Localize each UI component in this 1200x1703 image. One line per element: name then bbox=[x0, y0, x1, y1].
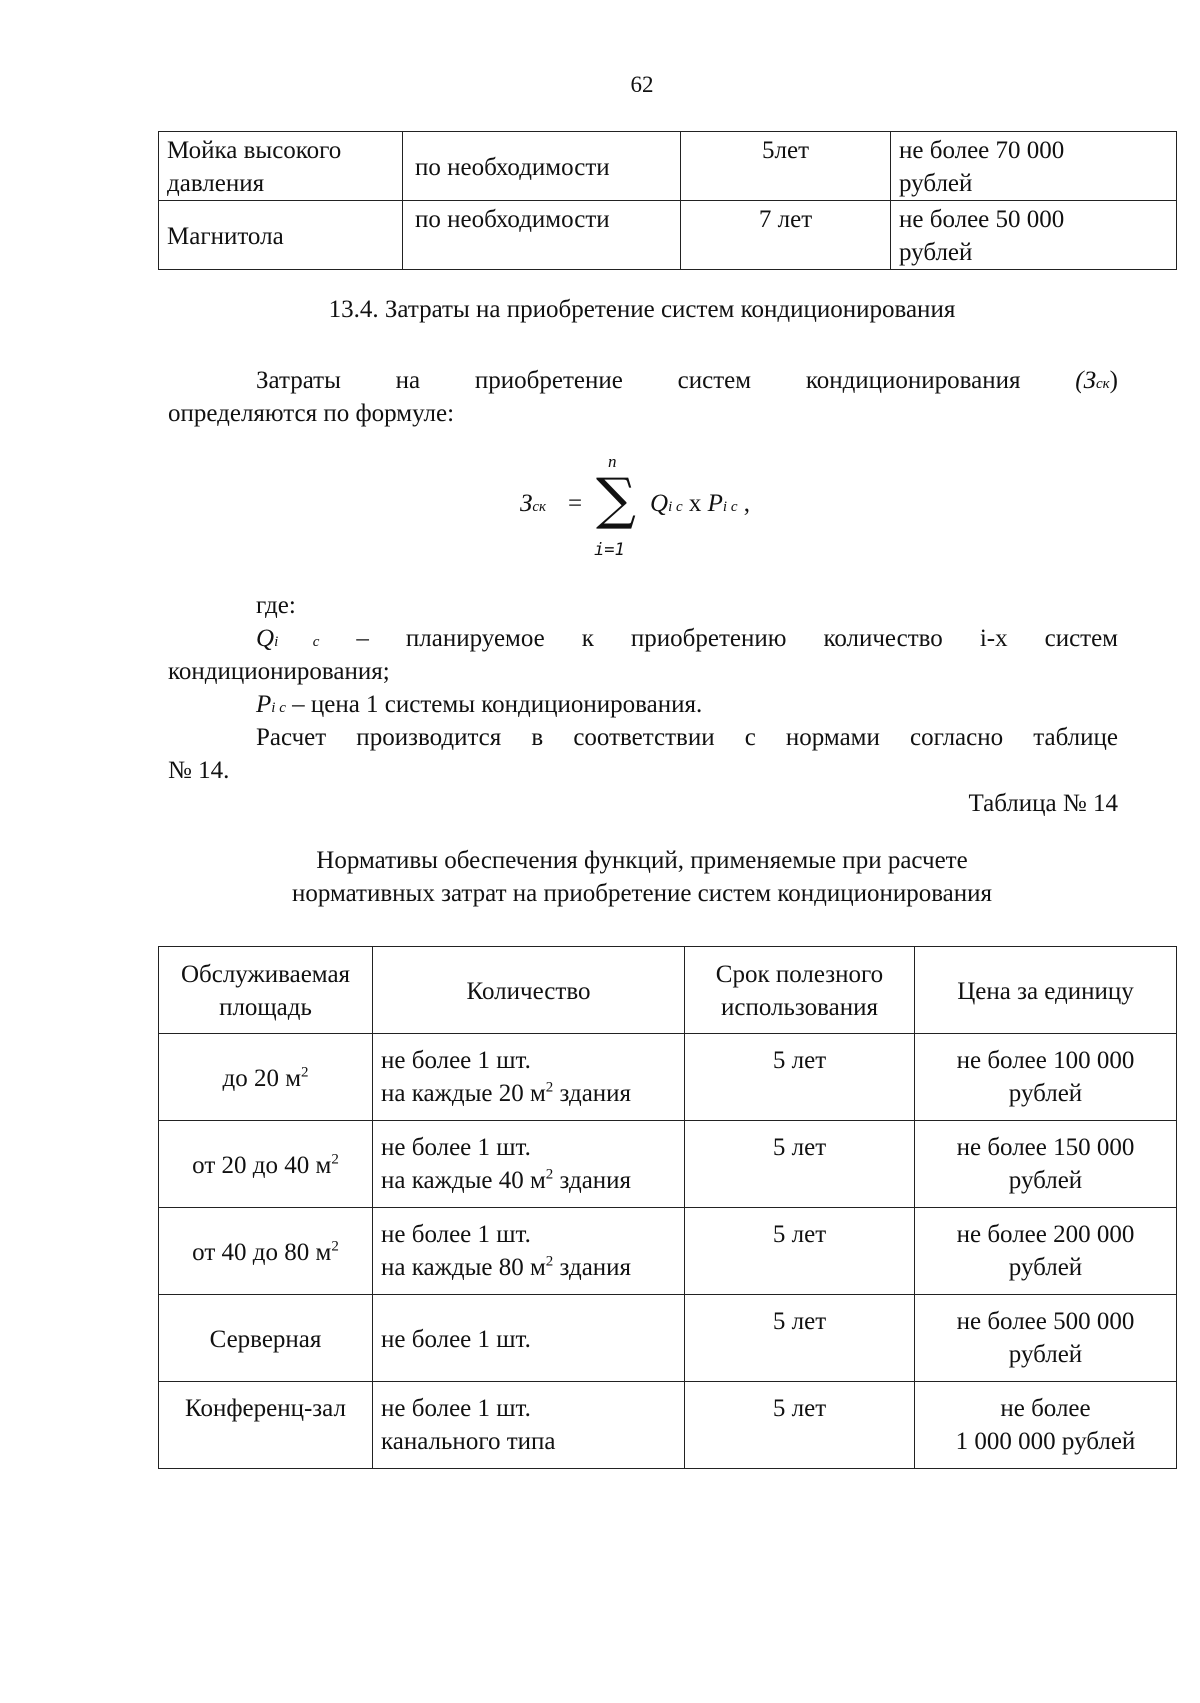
table-header-row bbox=[159, 947, 1177, 1034]
lhs-subscript: ск bbox=[532, 499, 547, 515]
q-symbol: Q bbox=[650, 490, 669, 517]
price-line: не более bbox=[1000, 1395, 1091, 1422]
where-label: где: bbox=[256, 592, 296, 619]
header-cell: Обслуживаемая площадь bbox=[159, 947, 373, 1034]
price-line: 1 000 000 рублей bbox=[955, 1428, 1136, 1455]
price-line: не более 70 000 bbox=[899, 137, 1065, 164]
q-letter: Q bbox=[256, 625, 275, 652]
page-number: 62 bbox=[630, 72, 654, 97]
price-line: не более 100 000 bbox=[956, 1047, 1135, 1074]
price-line: рублей bbox=[1008, 1080, 1083, 1107]
quantity-cell bbox=[373, 1382, 685, 1469]
p-sub: i c bbox=[271, 700, 286, 716]
quantity-text: здания bbox=[553, 1254, 632, 1281]
lhs-symbol: З bbox=[520, 490, 533, 517]
price-cell bbox=[915, 1382, 1177, 1469]
price-line: рублей bbox=[1008, 1254, 1083, 1281]
term-cell: 5 лет bbox=[685, 1208, 915, 1295]
cost-formula bbox=[520, 452, 800, 572]
p-symbol: P bbox=[707, 490, 723, 517]
table-row bbox=[159, 1121, 1177, 1208]
formula-comma: , bbox=[737, 490, 750, 517]
area-cell: Серверная bbox=[159, 1295, 373, 1382]
quantity-line bbox=[381, 1251, 678, 1284]
calc-line-2: № 14. bbox=[168, 757, 230, 784]
sum-lower-limit: i=1 bbox=[594, 540, 625, 560]
header-cell: Цена за единицу bbox=[915, 947, 1177, 1034]
p-letter: P bbox=[256, 691, 272, 718]
area-text: от 20 до 40 м bbox=[192, 1151, 332, 1179]
quantity-cell bbox=[373, 1121, 685, 1208]
equals-sign: = bbox=[568, 490, 583, 517]
def-word: систем bbox=[1044, 625, 1119, 652]
area-text: до 20 м bbox=[222, 1064, 302, 1092]
price-line: рублей bbox=[1008, 1341, 1083, 1368]
area-text: от 40 до 80 м bbox=[192, 1238, 332, 1266]
area-cell bbox=[159, 1121, 373, 1208]
price-line: рублей bbox=[899, 170, 973, 197]
def-q-line-1 bbox=[256, 622, 1118, 659]
def-p-symbol bbox=[256, 691, 286, 718]
item-name-cell: Магнитола bbox=[159, 201, 403, 270]
q-subscript: i c bbox=[668, 499, 683, 515]
def-word: количество bbox=[823, 625, 943, 652]
quantity-sup: 2 bbox=[545, 1079, 554, 1096]
intro-line-2: определяются по формуле: bbox=[168, 400, 455, 427]
def-word: к bbox=[581, 625, 594, 652]
quantity-line: не более 1 шт. bbox=[381, 1047, 531, 1074]
p-subscript: i c bbox=[722, 499, 738, 515]
def-word: планируемое bbox=[405, 625, 545, 652]
quantity-text: на каждые 40 м bbox=[381, 1167, 546, 1194]
price-cell bbox=[915, 1121, 1177, 1208]
area-sup: 2 bbox=[331, 1238, 339, 1255]
quantity-line bbox=[381, 1077, 678, 1110]
quantity-line: канального типа bbox=[381, 1428, 556, 1455]
price-line: рублей bbox=[899, 239, 973, 266]
equipment-table bbox=[158, 131, 1177, 270]
quantity-line: не более 1 шт. bbox=[381, 1395, 531, 1422]
price-cell bbox=[891, 132, 1177, 201]
frequency-cell: по необходимости bbox=[403, 132, 681, 201]
quantity-cell: не более 1 шт. bbox=[373, 1295, 685, 1382]
quantity-cell bbox=[373, 1208, 685, 1295]
calc-line-1: Расчет производится в соответствии с нормами согласно таблице bbox=[256, 724, 1118, 751]
section-heading: 13.4. Затраты на приобретение систем кондиционирования bbox=[328, 296, 956, 323]
intro-word: систем bbox=[677, 367, 752, 394]
def-word: приобретению bbox=[630, 625, 787, 652]
def-p-text: – цена 1 системы кондиционирования. bbox=[285, 691, 703, 718]
quantity-text: на каждые 20 м bbox=[381, 1080, 546, 1107]
times-sign: x bbox=[682, 490, 708, 517]
symbol-close: ) bbox=[1109, 367, 1118, 394]
caption-line: Нормативы обеспечения функций, применяемые при расчете bbox=[316, 847, 968, 874]
term-cell: 5лет bbox=[681, 132, 891, 201]
price-cell bbox=[915, 1208, 1177, 1295]
quantity-line: не более 1 шт. bbox=[381, 1134, 531, 1161]
q-sub: i c bbox=[274, 634, 320, 650]
symbol-subscript: ск bbox=[1095, 376, 1110, 392]
quantity-text: здания bbox=[553, 1167, 632, 1194]
item-name-cell: Мойка высокого давления bbox=[159, 132, 403, 201]
table-row bbox=[159, 1208, 1177, 1295]
price-cell bbox=[915, 1295, 1177, 1382]
formula-rhs bbox=[650, 490, 750, 518]
area-cell bbox=[159, 1034, 373, 1121]
table-caption bbox=[0, 844, 1200, 910]
sum-sign: ∑ bbox=[596, 467, 636, 532]
def-word: – bbox=[356, 625, 369, 652]
quantity-text: здания bbox=[553, 1080, 632, 1107]
quantity-line: не более 1 шт. bbox=[381, 1221, 531, 1248]
header-cell: Количество bbox=[373, 947, 685, 1034]
table-row bbox=[159, 1034, 1177, 1121]
quantity-text: на каждые 80 м bbox=[381, 1254, 546, 1281]
table-row bbox=[159, 201, 1177, 270]
def-word: i-х bbox=[979, 625, 1008, 652]
intro-line-1 bbox=[256, 364, 1118, 401]
symbol-text: (З bbox=[1075, 367, 1096, 394]
price-line: не более 50 000 bbox=[899, 206, 1065, 233]
term-cell: 5 лет bbox=[685, 1295, 915, 1382]
intro-word: кондиционирования bbox=[805, 367, 1021, 394]
area-sup: 2 bbox=[301, 1064, 309, 1081]
quantity-sup: 2 bbox=[545, 1166, 554, 1183]
table-label: Таблица № 14 bbox=[968, 790, 1118, 817]
area-cell: Конференц-зал bbox=[159, 1382, 373, 1469]
area-sup: 2 bbox=[331, 1151, 339, 1168]
table-row bbox=[159, 132, 1177, 201]
table-row bbox=[159, 1382, 1177, 1469]
sum-upper-limit: n bbox=[608, 452, 617, 471]
cost-symbol bbox=[1075, 367, 1118, 394]
area-cell bbox=[159, 1208, 373, 1295]
price-line: не более 150 000 bbox=[956, 1134, 1135, 1161]
quantity-sup: 2 bbox=[545, 1253, 554, 1270]
table-row bbox=[159, 1295, 1177, 1382]
quantity-cell bbox=[373, 1034, 685, 1121]
def-p-line bbox=[256, 688, 702, 725]
def-q-symbol bbox=[256, 625, 319, 652]
term-cell: 7 лет bbox=[681, 201, 891, 270]
term-cell: 5 лет bbox=[685, 1121, 915, 1208]
formula-lhs bbox=[520, 490, 546, 518]
price-cell bbox=[915, 1034, 1177, 1121]
intro-word: на bbox=[395, 367, 421, 394]
term-cell: 5 лет bbox=[685, 1382, 915, 1469]
price-line: рублей bbox=[1008, 1167, 1083, 1194]
quantity-line bbox=[381, 1164, 678, 1197]
frequency-cell: по необходимости bbox=[403, 201, 681, 270]
caption-line: нормативных затрат на приобретение систем кондиционирования bbox=[291, 880, 993, 907]
price-line: не более 500 000 bbox=[956, 1308, 1135, 1335]
norms-table bbox=[158, 946, 1177, 1469]
price-cell bbox=[891, 201, 1177, 270]
header-cell: Срок полезного использования bbox=[685, 947, 915, 1034]
intro-word: приобретение bbox=[474, 367, 623, 394]
def-q-line-2: кондиционирования; bbox=[168, 658, 390, 685]
term-cell: 5 лет bbox=[685, 1034, 915, 1121]
intro-word: Затраты bbox=[256, 367, 341, 394]
price-line: не более 200 000 bbox=[956, 1221, 1135, 1248]
